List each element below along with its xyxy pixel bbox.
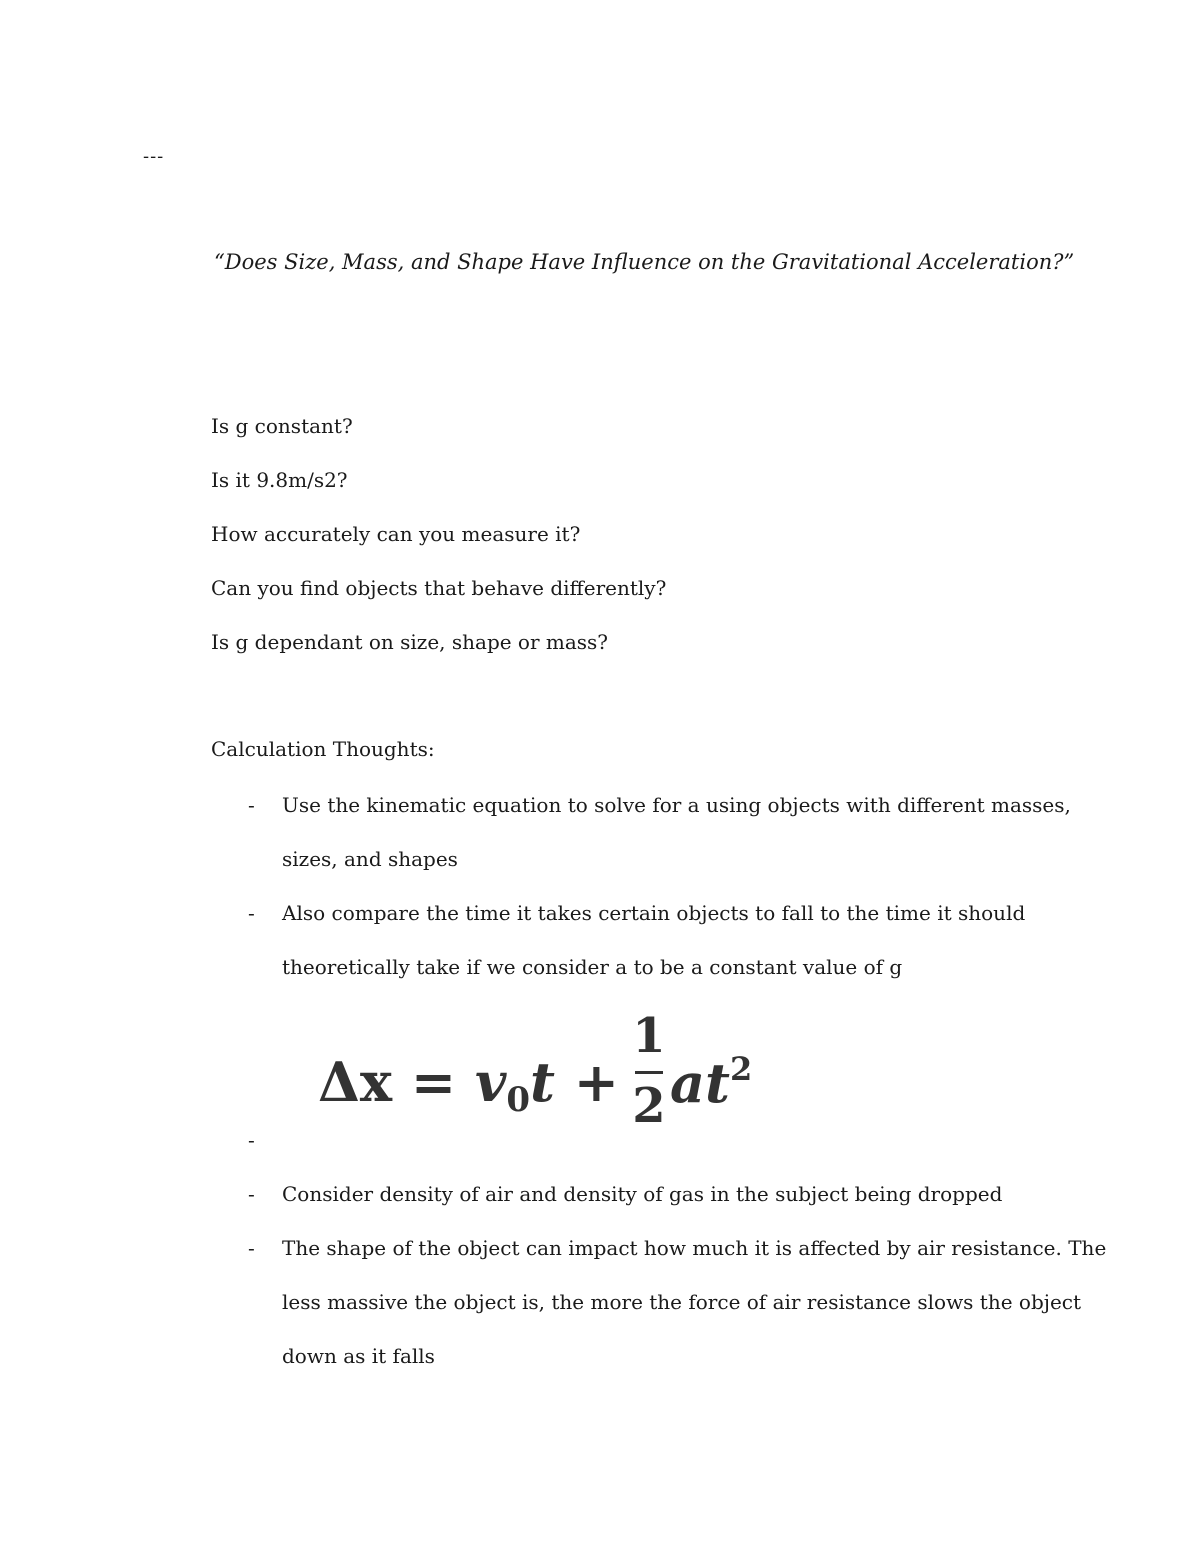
bullet-marker: - [248, 901, 255, 925]
question-line: Is g dependant on size, shape or mass? [211, 630, 609, 654]
bullet-text: The shape of the object can impact how much it is affected by air resistance. The [282, 1236, 1107, 1260]
equation-delta-x: Δx [318, 1050, 393, 1114]
fraction-numerator: 1 [632, 1008, 666, 1064]
equation-fraction [631, 1010, 667, 1132]
separator-line: --- [143, 146, 165, 167]
question-line: How accurately can you measure it? [211, 522, 581, 546]
equation-t: t [530, 1050, 555, 1114]
fraction-denominator: 2 [632, 1078, 666, 1134]
bullet-text: Use the kinematic equation to solve for a using objects with different masses, [282, 793, 1071, 817]
kinematic-equation [318, 1010, 758, 1150]
equation-v: v [474, 1050, 507, 1114]
bullet-text: sizes, and shapes [282, 847, 458, 871]
equation-exponent: 2 [729, 1050, 753, 1088]
bullet-marker: - [248, 793, 255, 817]
section-heading: Calculation Thoughts: [211, 737, 435, 761]
equation-equals: = [410, 1050, 457, 1114]
question-line: Is it 9.8m/s2? [211, 468, 348, 492]
document-title: “Does Size, Mass, and Shape Have Influence on the Gravitational Acceleration?” [214, 250, 1075, 274]
bullet-marker: - [248, 1182, 255, 1206]
equation-rhs [670, 1050, 752, 1115]
bullet-text: theoretically take if we consider a to be a constant value of g [282, 955, 903, 979]
bullet-text: Consider density of air and density of gas in the subject being dropped [282, 1182, 1003, 1206]
fraction-bar [635, 1071, 663, 1074]
question-line: Is g constant? [211, 414, 353, 438]
bullet-text: down as it falls [282, 1344, 435, 1368]
equation-plus: + [573, 1050, 620, 1114]
equation-v-subscript: 0 [506, 1080, 531, 1120]
bullet-text: Also compare the time it takes certain objects to fall to the time it should [282, 901, 1026, 925]
bullet-marker: - [248, 1128, 255, 1152]
bullet-text: less massive the object is, the more the force of air resistance slows the object [282, 1290, 1082, 1314]
equation-at: at [670, 1051, 730, 1115]
bullet-marker: - [248, 1236, 255, 1260]
question-line: Can you find objects that behave differently? [211, 576, 667, 600]
equation-lhs [318, 1050, 619, 1120]
